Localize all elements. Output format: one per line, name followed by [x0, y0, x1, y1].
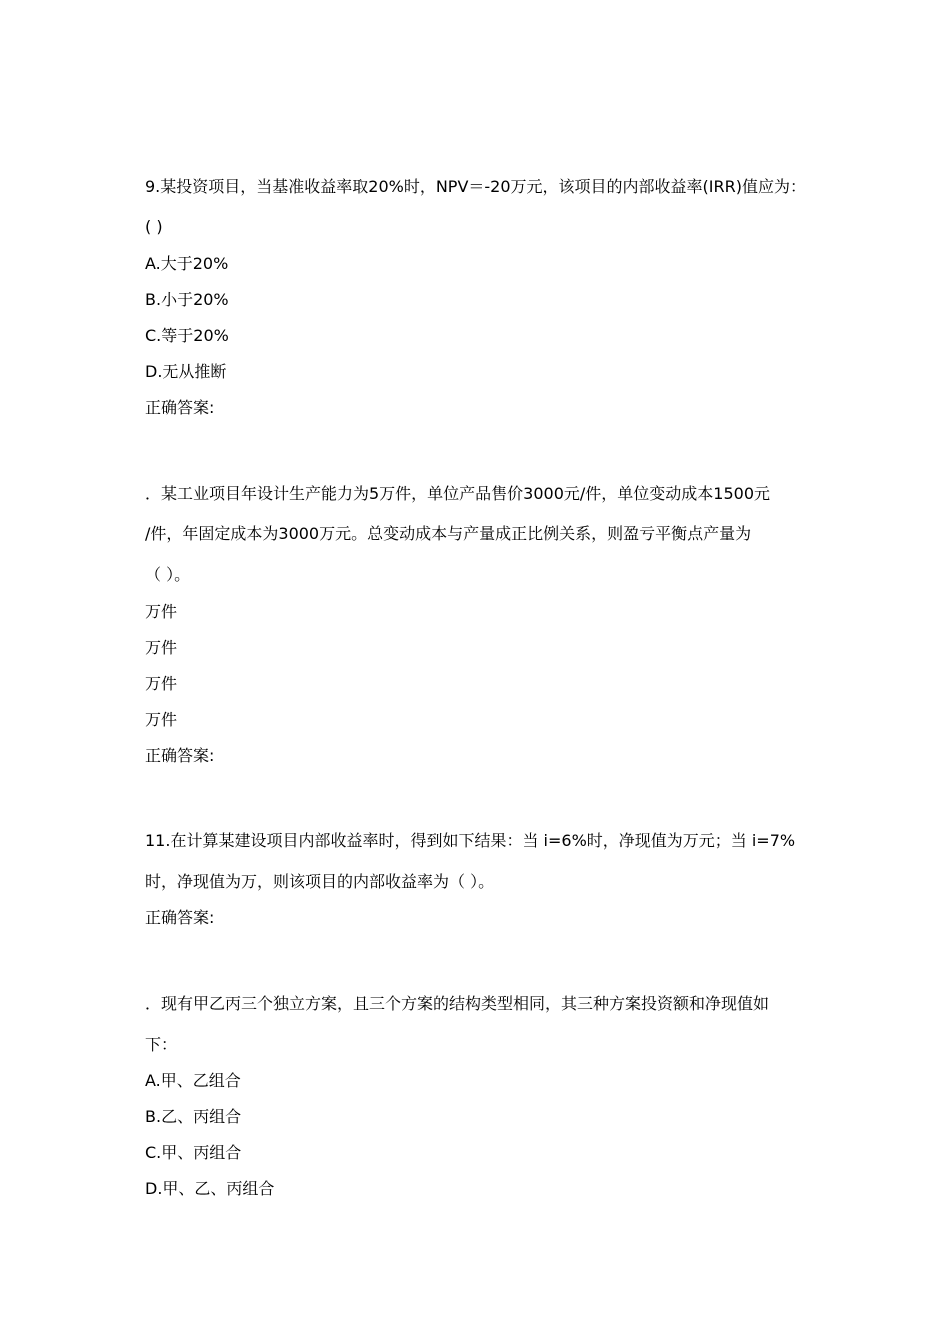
question-9-stem-line2: ( ) [145, 217, 163, 236]
question-12-option-a: A.甲、乙组合 [145, 1071, 241, 1090]
question-12-stem-line1: ．现有甲乙丙三个独立方案，且三个方案的结构类型相同，其三种方案投资额和净现值如 [145, 994, 770, 1013]
question-10-option-1: 万件 [145, 602, 178, 621]
question-9-answer-label: 正确答案: [145, 398, 215, 417]
question-10-option-3: 万件 [145, 674, 178, 693]
question-12-option-d: D.甲、乙、丙组合 [145, 1179, 275, 1198]
question-12-option-c: C.甲、丙组合 [145, 1143, 242, 1162]
question-10-option-2: 万件 [145, 638, 178, 657]
question-9-option-b: B.小于20% [145, 290, 229, 309]
question-9-option-a: A.大于20% [145, 254, 229, 273]
question-9-option-d: D.无从推断 [145, 362, 227, 381]
question-11-stem-line2: 时，净现值为万，则该项目的内部收益率为（ ）。 [145, 872, 495, 891]
question-10-stem-line3: （ ）。 [145, 565, 191, 584]
question-10-stem-line1: ．某工业项目年设计生产能力为5万件，单位产品售价3000元/件，单位变动成本1500元 [145, 484, 771, 503]
question-9-stem-line1: 9.某投资项目，当基准收益率取20%时，NPV＝-20万元，该项目的内部收益率(IRR)值应为： [145, 177, 806, 196]
question-9-option-c: C.等于20% [145, 326, 229, 345]
question-11-stem-line1: 11.在计算某建设项目内部收益率时，得到如下结果：当 i=6%时，净现值为万元；当 i=7% [145, 831, 796, 850]
question-10-answer-label: 正确答案: [145, 746, 215, 765]
question-12-stem-line2: 下： [145, 1035, 178, 1054]
question-10-stem-line2: /件，年固定成本为3000万元。总变动成本与产量成正比例关系，则盈亏平衡点产量为 [145, 524, 752, 543]
question-10-option-4: 万件 [145, 710, 178, 729]
question-12-option-b: B.乙、丙组合 [145, 1107, 242, 1126]
question-11-answer-label: 正确答案: [145, 908, 215, 927]
